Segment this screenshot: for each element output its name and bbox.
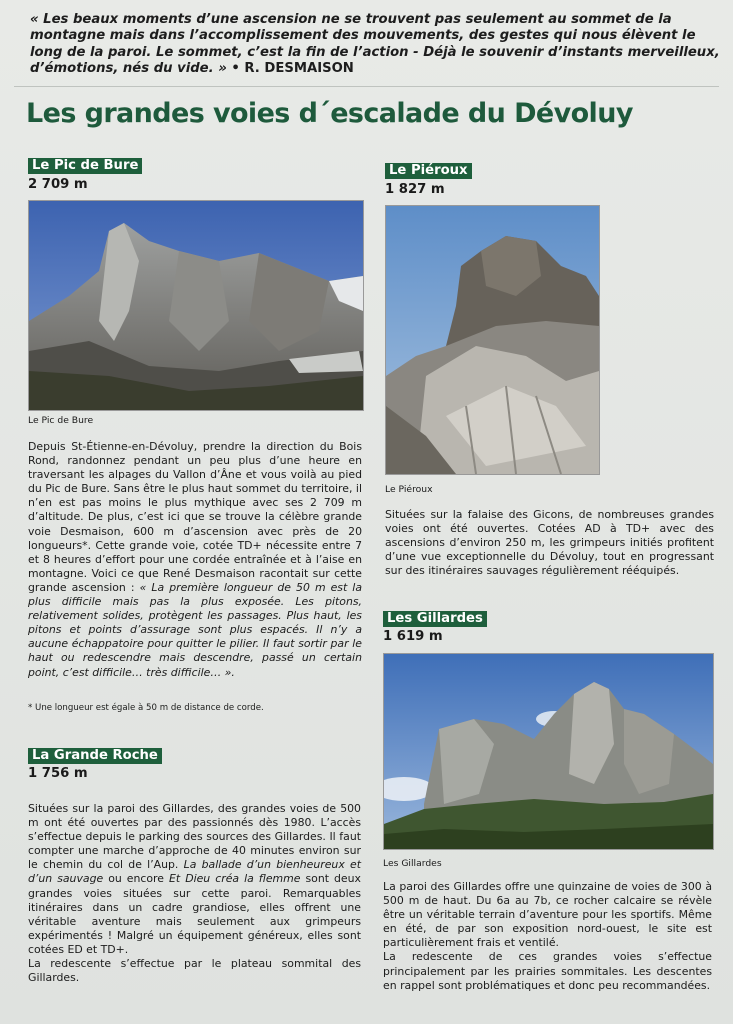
text-grande-roche-join: ou encore [103, 872, 170, 886]
altitude-grande-roche: 1 756 m [28, 766, 88, 781]
caption-gillardes: Les Gillardes [383, 858, 442, 869]
altitude-pic-de-bure: 2 709 m [28, 177, 88, 192]
text-gillardes [383, 880, 712, 993]
text-grande-roche-p3: La redescente s’effectue par le plateau sommital des Gillardes. [28, 957, 361, 985]
caption-pic-de-bure: Le Pic de Bure [28, 415, 94, 426]
text-pic-de-bure-body: Depuis St-Étienne-en-Dévoluy, prendre la direction du Bois Rond, randonnez pendant un peu plus d’une heure en traversant les alpages du Vallon d’Âne et vous voilà au pied du Pic de Bure. Sans être le plus haut sommet du territoire, il n’en est pas moins le plus mythique avec ses 2 709 m d’altitude. De plus, c’est ici que se trouve la célèbre grande voie Desmaison, 600 m d’ascension avec près de 20 longueurs*. Cette grande voie, cotée TD+ nécessite entre 7 et 8 heures d’effort pour une cordée entraînée et à l’aise en montagne. Voici ce que René Desmaison racontait sur cette grande ascension : [28, 440, 362, 594]
epigraph-quote [30, 12, 720, 77]
section-label-pieroux: Le Piéroux [385, 163, 472, 179]
quote-text: « Les beaux moments d’une ascension ne se trouvent pas seulement au sommet de la montagne mais dans l’accomplissement des mouvements, des gestes qui nous élèvent le long de la paroi. Le sommet, c’est la fin de l’action - Déjà le souvenir d’instants merveilleux, d’émotions, nés du vide. » • [30, 12, 720, 76]
altitude-gillardes: 1 619 m [383, 629, 443, 644]
text-gillardes-p1: La paroi des Gillardes offre une quinzaine de voies de 300 à 500 m de haut. Du 6a au 7b, ce rocher calcaire se révèle être un véritable terrain d’aventure pour les sportifs. Même en été, de par son exposition nord-ouest, le site est particulièrement frais et ventilé. [383, 880, 712, 950]
footnote-longueur: * Une longueur est égale à 50 m de distance de corde. [28, 703, 264, 713]
section-label-grande-roche: La Grande Roche [28, 748, 162, 764]
text-gillardes-p2: La redescente de ces grandes voies s’effectue principalement par les prairies sommitales. Les descentes en rappel sont problématiques et donc peu recommandées. [383, 950, 712, 992]
quote-author: R. DESMAISON [244, 60, 354, 76]
text-grande-roche [28, 802, 361, 985]
photo-pic-de-bure [28, 200, 364, 411]
text-pic-de-bure [28, 440, 362, 680]
altitude-pieroux: 1 827 m [385, 182, 445, 197]
header-divider [14, 86, 719, 87]
text-pic-de-bure-quote: « La première longueur de 50 m est la plus difficile mais pas la plus exposée. Les pitons, relativement solides, protègent les passages. Plus haut, les pitons et points d’assurage sont plus espacés. Il n’y a aucune échappatoire pour quitter le pilier. Il faut sortir par le haut ou redescendre mais descendre, passé un certain point, c’est difficile… très difficile… ». [28, 580, 363, 679]
page-title: Les grandes voies d´escalade du Dévoluy [26, 98, 633, 129]
text-grande-roche-route-2: Et Dieu créa la flemme [169, 872, 301, 886]
photo-gillardes [383, 653, 714, 850]
section-label-gillardes: Les Gillardes [383, 611, 487, 627]
text-pieroux: Situées sur la falaise des Gicons, de nombreuses grandes voies ont été ouvertes. Cotées AD à TD+ avec des ascensions d’environ 250 m, les grimpeurs initiés profitent d’une vue exceptionnelle du Dévoluy, tout en progressant sur des itinéraires sauvages régulièrement rééquipés. [385, 508, 714, 578]
photo-pieroux [385, 205, 600, 475]
text-grande-roche-p1: Situées sur la paroi des Gillardes, des grandes voies de 500 m ont été ouvertes par des passionnés dès 1980. L’accès s’effectue depuis le parking des sources des Gillardes. Il faut compter une marche d’approche de 40 minutes environ sur le chemin du col de l’Aup. [28, 802, 361, 872]
text-grande-roche-p2: sont deux grandes voies situées sur cette paroi. Remarquables itinéraires dans un cadre grandiose, elles offrent une véritable aventure mais seulement aux grimpeurs expérimentés ! Malgré un équipement généreux, elles sont cotées ED et TD+. [28, 872, 361, 956]
caption-pieroux: Le Piéroux [385, 484, 433, 495]
section-label-pic-de-bure: Le Pic de Bure [28, 158, 142, 174]
text-grande-roche-route-1: La ballade d’un bienheureux et d’un sauvage [28, 858, 361, 886]
